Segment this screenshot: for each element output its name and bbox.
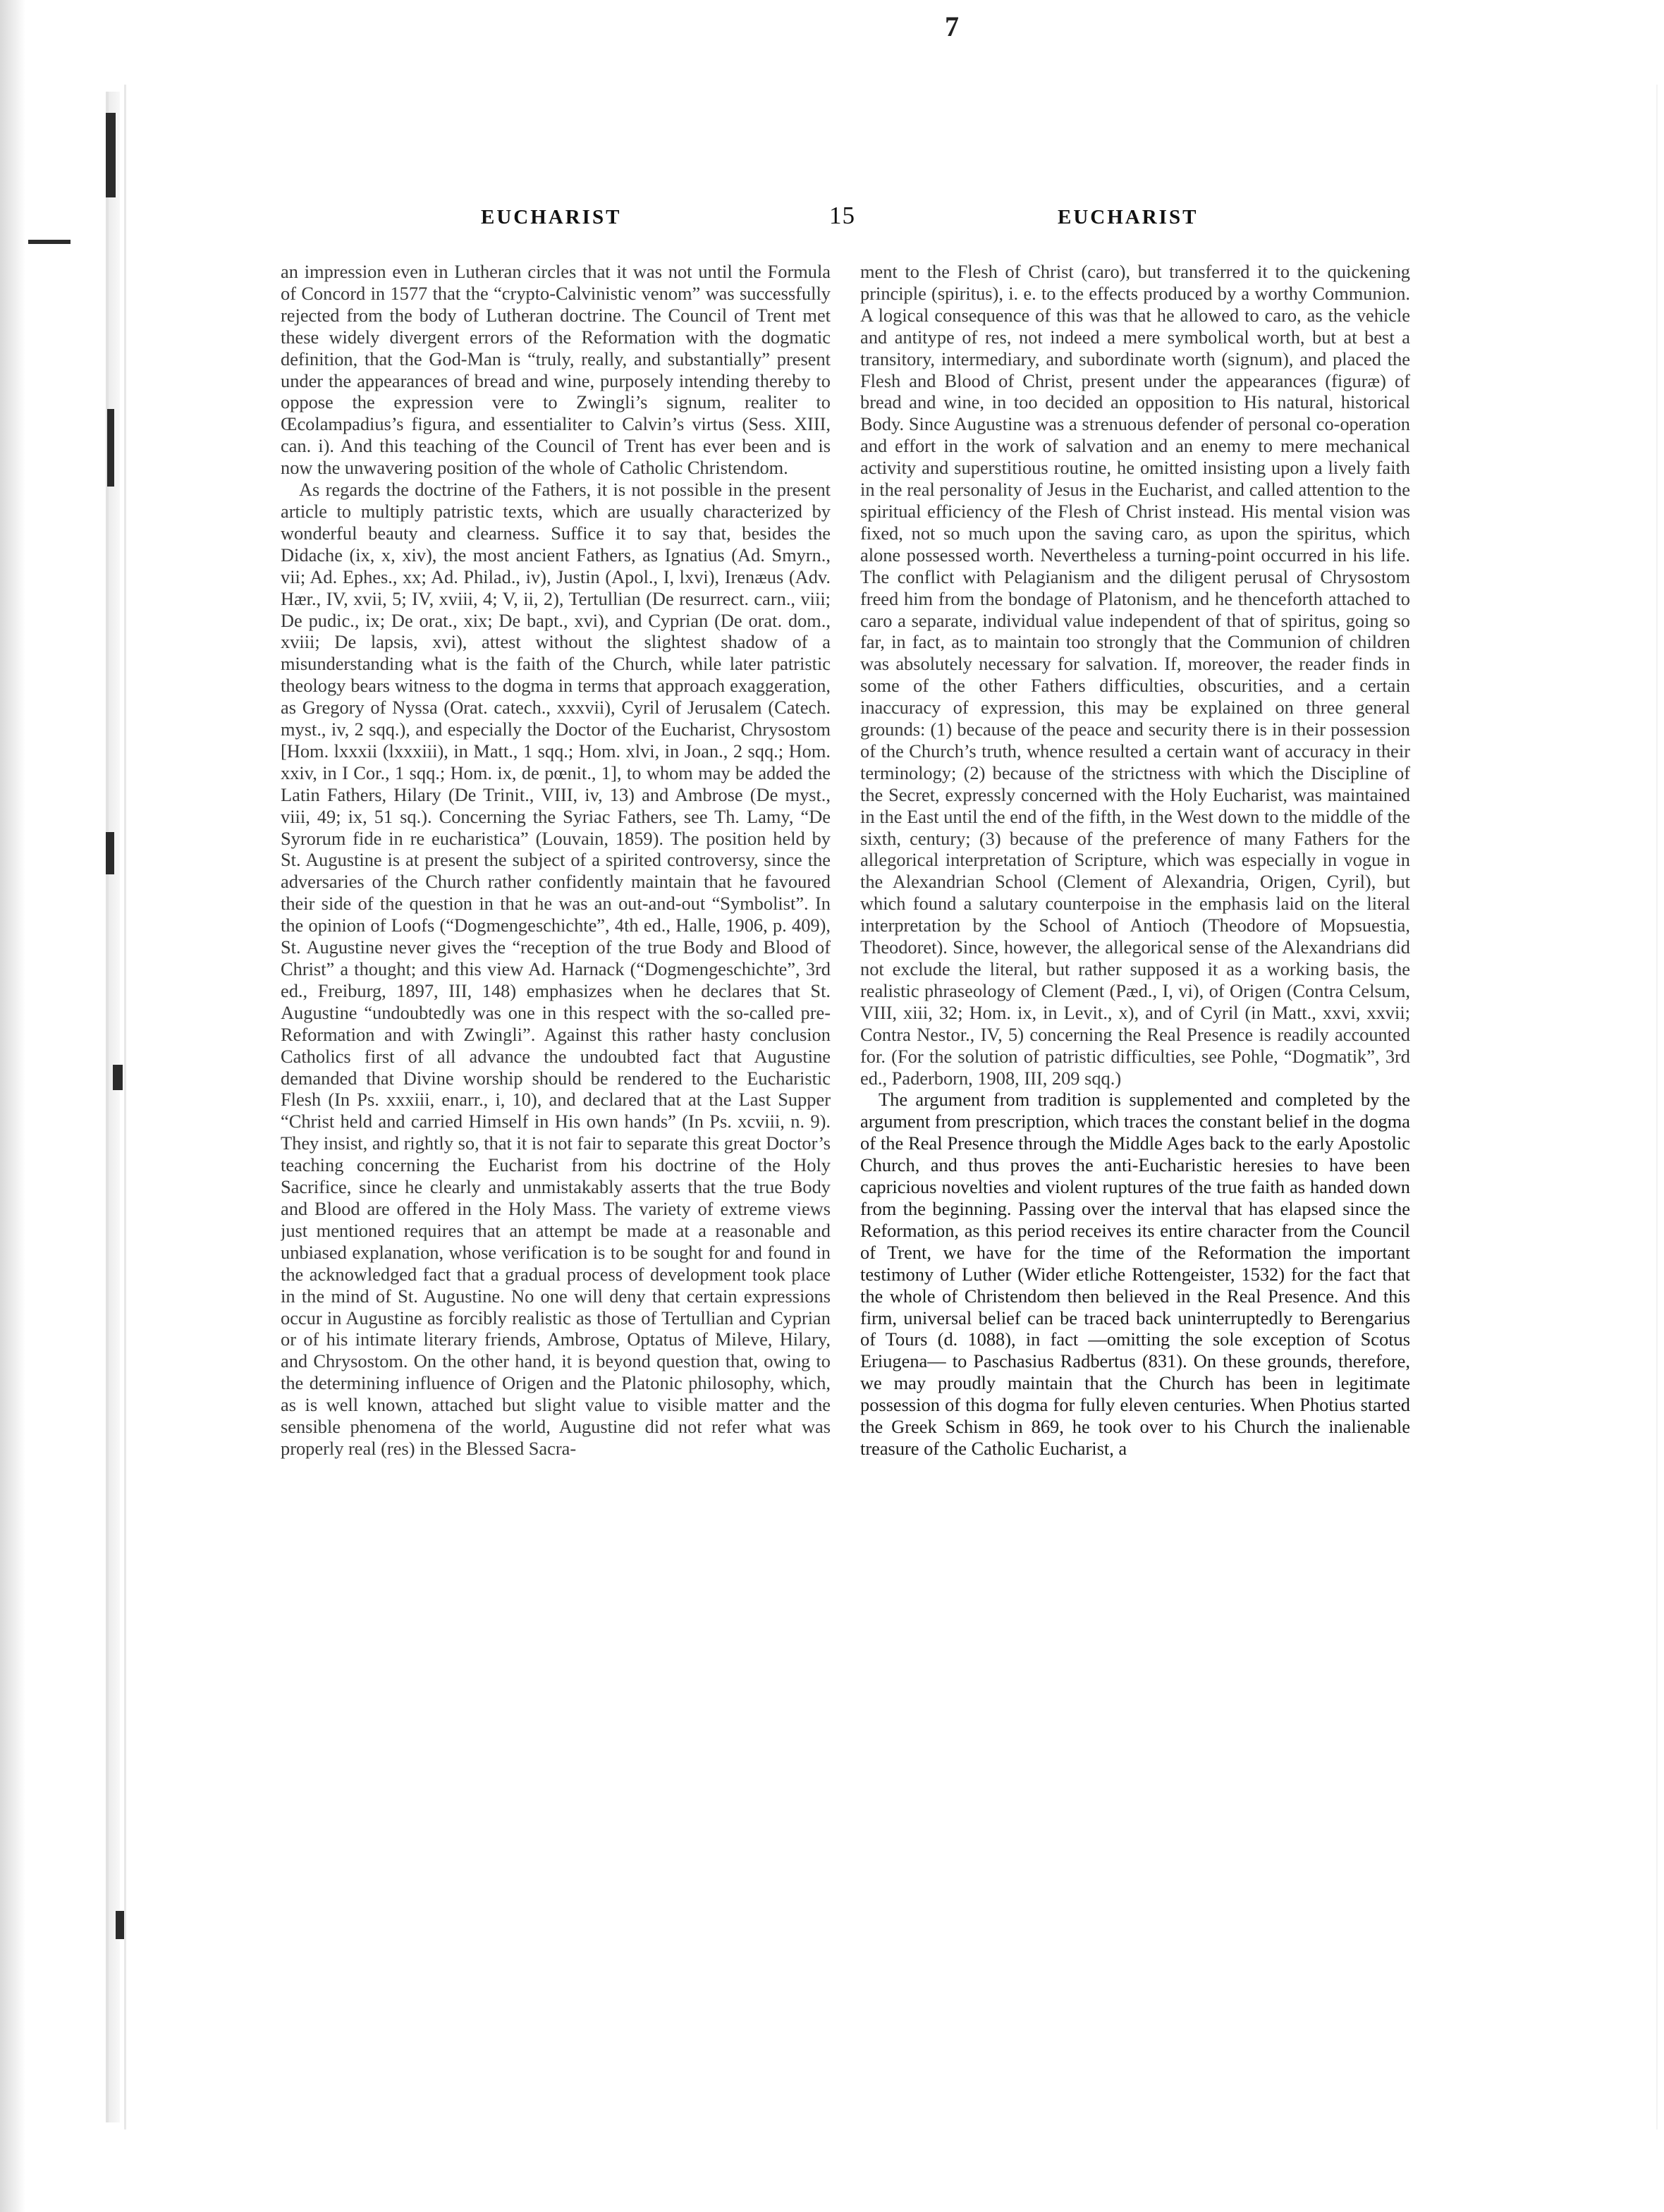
paragraph: The argument from tradition is supplemented and completed by the argument from prescription, which traces the constant belief in the dogma of the Real Presence through the Middle Ages back to the early Apostolic Church, and thus proves the anti-Eucharistic heresies to have been capricious novelties and violent ruptures of the true faith as handed down from the beginning. Passing over the interval that has elapsed since the Reformation, as this period receives its entire character from the Council of Trent, we have for the time of the Reformation the important testimony of Luther (Wider etliche Rottengeister, 1532) for the fact that the whole of Christendom then believed in the Real Presence. And this firm, universal belief can be traced back uninterruptedly to Berengarius of Tours (d. 1088), in fact —omitting the sole exception of Scotus Eriugena— to Paschasius Radbertus (831). On these grounds, therefore, we may proudly maintain that the Church has been in legitimate possession of this dogma for fully eleven centuries. When Photius started the Greek Schism in 869, he took over to his Church the inalienable treasure of the Catholic Eucharist, a [860, 1089, 1410, 1459]
paragraph: As regards the doctrine of the Fathers, it is not possible in the present article to multiply patristic texts, which are usually characterized by wonderful beauty and clearness. Suffice it to say that, besides the Didache (ix, x, xiv), the most ancient Fathers, as Ignatius (Ad. Smyrn., vii; Ad. Ephes., xx; Ad. Philad., iv), Justin (Apol., I, lxvi), Irenæus (Adv. Hær., IV, xvii, 5; IV, xviii, 4; V, ii, 2), Tertullian (De resurrect. carn., viii; De pudic., ix; De orat., xix; De bapt., xvi), and Cyprian (De orat. dom., xviii; De lapsis, xvi), attest without the slightest shadow of a misunderstanding what is the faith of the Church, while later patristic theology bears witness to the dogma in terms that approach exaggeration, as Gregory of Nyssa (Orat. catech., xxxvii), Cyril of Jerusalem (Catech. myst., iv, 2 sqq.), and especially the Doctor of the Eucharist, Chrysostom [Hom. lxxxii (lxxxiii), in Matt., 1 sqq.; Hom. xlvi, in Joan., 2 sqq.; Hom. xxiv, in I Cor., 1 sqq.; Hom. ix, de pœnit., 1], to whom may be added the Latin Fathers, Hilary (De Trinit., VIII, iv, 13) and Ambrose (De myst., viii, 49; ix, 51 sq.). Concerning the Syriac Fathers, see Th. Lamy, “De Syrorum fide in re eucharistica” (Louvain, 1859). The position held by St. Augustine is at present the subject of a spirited controversy, since the adversaries of the Church rather confidently maintain that he favoured their side of the question in that he was an out-and-out “Symbolist”. In the opinion of Loofs (“Dogmengeschichte”, 4th ed., Halle, 1906, p. 409), St. Augustine never gives the “reception of the true Body and Blood of Christ” a thought; and this view Ad. Harnack (“Dogmengeschichte”, 3rd ed., Freiburg, 1897, III, 148) emphasizes when he declares that St. Augustine “undoubtedly was one in this respect with the so-called pre-Reformation and with Zwingli”. Against this rather hasty conclusion Catholics first of all advance the undoubted fact that Augustine demanded that Divine worship should be rendered to the Eucharistic Flesh (In Ps. xxxiii, enarr., i, 10), and declared that at the Last Supper “Christ held and carried Himself in His own hands” (In Ps. xcviii, n. 9). They insist, and rightly so, that it is not fair to separate this great Doctor’s teaching concerning the Eucharist from his doctrine of the Holy Sacrifice, since he clearly and unmistakably asserts that the true Body and Blood are offered in the Holy Mass. The variety of extreme views just mentioned requires that an attempt be made at a reasonable and unbiased explanation, whose verification is to be sought for and found in the acknowledged fact that a gradual process of development took place in the mind of St. Augustine. No one will deny that certain expressions occur in Augustine as forcibly realistic as those of Tertullian and Cyprian or of his intimate literary friends, Ambrose, Optatus of Mileve, Hilary, and Chrysostom. On the other hand, it is beyond question that, owing to the determining influence of Origen and the Platonic philosophy, which, as is well known, attached but slight value to visible matter and the sensible phenomena of the world, Augustine did not refer what was properly real (res) in the Blessed Sacra- [281, 479, 831, 1459]
scan-top-mark: 7 [945, 11, 959, 42]
left-column [281, 261, 831, 2052]
book-spine-shadow [0, 0, 25, 2212]
paragraph: an impression even in Lutheran circles that it was not until the Formula of Concord in 1577 that the “crypto-Calvinistic venom” was successfully rejected from the body of Lutheran doctrine. The Council of Trent met these widely divergent errors of the Reformation with the dogmatic definition, that the God-Man is “truly, really, and substantially” present under the appearances of bread and wine, purposely intending thereby to oppose the expression vere to Zwingli’s signum, realiter to Œcolampadius’s figura, and essentialiter to Calvin’s virtus (Sess. XIII, can. i). And this teaching of the Council of Trent has ever been and is now the unwavering position of the whole of Catholic Christendom. [281, 261, 831, 479]
margin-mark [106, 832, 114, 874]
margin-mark [113, 1065, 123, 1090]
right-column [860, 261, 1410, 2052]
facing-page-edge [106, 92, 120, 2122]
margin-mark [107, 409, 114, 487]
running-head-right: EUCHARIST [1058, 206, 1199, 228]
margin-mark [106, 113, 116, 197]
page-number: 15 [829, 202, 855, 229]
running-header [281, 202, 1409, 237]
running-head-left: EUCHARIST [481, 206, 622, 228]
paragraph: ment to the Flesh of Christ (caro), but transferred it to the quickening principle (spiritus), i. e. to the effects produced by a worthy Communion. A logical consequence of this was that he allowed to caro, as the vehicle and antitype of res, not indeed a mere symbolical worth, but at best a transitory, intermediary, and subordinate worth (signum), and placed the Flesh and Blood of Christ, present under the appearances (figuræ) of bread and wine, in too decided an opposition to His natural, historical Body. Since Augustine was a strenuous defender of personal co-operation and effort in the work of salvation and an enemy to mere mechanical activity and superstitious routine, he omitted insisting upon a lively faith in the real personality of Jesus in the Eucharist, and called attention to the spiritual efficiency of the Flesh of Christ instead. His mental vision was fixed, not so much upon the saving caro, as upon the spiritus, which alone possessed worth. Nevertheless a turning-point occurred in his life. The conflict with Pelagianism and the diligent perusal of Chrysostom freed him from the bondage of Platonism, and he thenceforth attached to caro a separate, individual value independent of that of spiritus, going so far, in fact, as to maintain too strongly that the Communion of children was absolutely necessary for salvation. If, moreover, the reader finds in some of the other Fathers difficulties, obscurities, and a certain inaccuracy of expression, this may be explained on three general grounds: (1) because of the peace and security there is in their possession of the Church’s truth, whence resulted a certain want of accuracy in their terminology; (2) because of the strictness with which the Discipline of the Secret, expressly concerned with the Holy Eucharist, was maintained in the East until the end of the fifth, in the West down to the middle of the sixth, century; (3) because of the preference of many Fathers for the allegorical interpretation of Scripture, which was especially in vogue in the Alexandrian School (Clement of Alexandria, Origen, Cyril), but which found a salutary counterpoise in the emphasis laid on the literal interpretation by the School of Antioch (Theodore of Mopsuestia, Theodoret). Since, however, the allegorical sense of the Alexandrians did not exclude the literal, but rather supposed it as a working basis, the realistic phraseology of Clement (Pæd., I, vi), of Origen (Contra Celsum, VIII, xiii, 32; Hom. ix, in Levit., x), and of Cyril (in Matt., xxvi, xxvii; Contra Nestor., IV, 5) concerning the Real Presence is readily accounted for. (For the solution of patristic difficulties, see Pohle, “Dogmatik”, 3rd ed., Paderborn, 1908, III, 209 sqq.) [860, 261, 1410, 1089]
article-body [281, 261, 1410, 2052]
margin-mark [28, 240, 71, 244]
